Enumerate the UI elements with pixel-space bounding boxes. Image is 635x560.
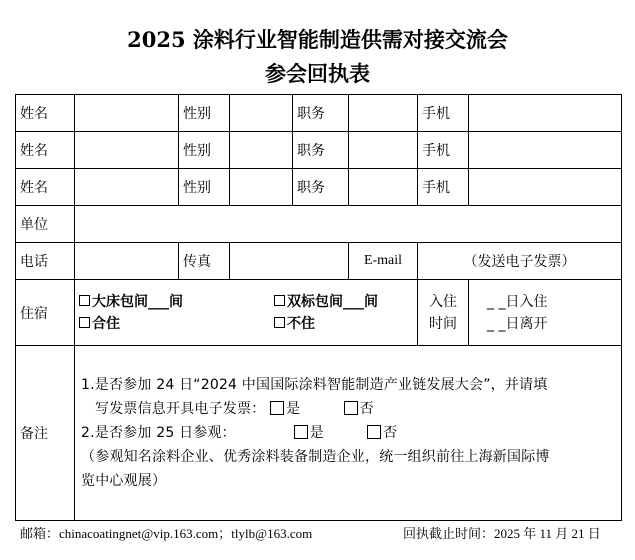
mobile-label: 手机 — [418, 95, 469, 132]
checkbox-icon[interactable] — [294, 425, 308, 439]
attendee-row — [16, 95, 622, 132]
name-label: 姓名 — [16, 95, 75, 132]
gender-label: 性别 — [179, 132, 230, 169]
fax-field[interactable] — [230, 243, 349, 280]
gender-field[interactable] — [230, 169, 293, 206]
lodging-label: 住宿 — [16, 280, 75, 346]
mobile-label: 手机 — [418, 132, 469, 169]
checkbox-icon[interactable] — [270, 401, 284, 415]
position-field[interactable] — [349, 169, 418, 206]
gender-label: 性别 — [179, 169, 230, 206]
name-field[interactable] — [75, 95, 179, 132]
attendee-row — [16, 132, 622, 169]
question-1-answer — [81, 397, 617, 421]
question-2-text: 2.是否参加 25 日参观： — [81, 425, 236, 441]
q1-no-option[interactable]: 否 — [344, 401, 374, 417]
email-label: E-mail — [349, 243, 418, 280]
checkin-day-field[interactable]: _ _日入住 — [487, 293, 548, 310]
lodging-king-option[interactable]: 大床包间___间 — [79, 294, 183, 310]
mobile-field[interactable] — [469, 95, 622, 132]
remarks-content — [75, 346, 622, 521]
contact-row — [16, 243, 622, 280]
reply-deadline: 回执截止时间：2025 年 11 月 21 日 — [403, 526, 601, 541]
mobile-label: 手机 — [418, 169, 469, 206]
gender-label: 性别 — [179, 95, 230, 132]
form-subtitle: 参会回执表 — [265, 61, 370, 86]
lodging-shared-option[interactable]: 合住 — [79, 316, 120, 332]
attendee-row — [16, 169, 622, 206]
q2-yes-option[interactable]: 是 — [294, 425, 324, 441]
name-field[interactable] — [75, 132, 179, 169]
lodging-none-option[interactable]: 不住 — [274, 316, 315, 332]
position-label: 职务 — [293, 95, 349, 132]
name-label: 姓名 — [16, 169, 75, 206]
q2-no-option[interactable]: 否 — [367, 425, 397, 441]
visit-note-cont: 览中心观展） — [81, 473, 167, 489]
lodging-options — [75, 280, 418, 346]
mobile-field[interactable] — [469, 132, 622, 169]
question-2 — [81, 421, 617, 445]
lodging-row — [16, 280, 622, 346]
question-1-text-cont: 写发票信息开具电子发票： — [95, 401, 266, 417]
remarks-label: 备注 — [16, 346, 75, 521]
registration-form-table — [15, 94, 622, 521]
checkbox-icon[interactable] — [344, 401, 358, 415]
question-1-text: 1.是否参加 24 日“2024 中国国际涂料智能制造产业链发展大会”，并请填 — [81, 377, 548, 393]
checkout-day-field[interactable]: _ _日离开 — [487, 315, 548, 332]
mobile-field[interactable] — [469, 169, 622, 206]
position-label: 职务 — [293, 169, 349, 206]
visit-note: （参观知名涂料企业、优秀涂料装备制造企业，统一组织前往上海新国际博 — [81, 449, 550, 465]
gender-field[interactable] — [230, 95, 293, 132]
lodging-twin-option[interactable]: 双标包间___间 — [274, 294, 378, 310]
checkin-dates — [469, 280, 622, 346]
position-label: 职务 — [293, 132, 349, 169]
company-label: 单位 — [16, 206, 75, 243]
q1-yes-option[interactable]: 是 — [270, 401, 300, 417]
position-field[interactable] — [349, 95, 418, 132]
checkbox-icon[interactable] — [79, 317, 90, 328]
phone-label: 电话 — [16, 243, 75, 280]
name-label: 姓名 — [16, 132, 75, 169]
form-title: 2025 涂料行业智能制造供需对接交流会 — [127, 27, 508, 52]
name-field[interactable] — [75, 169, 179, 206]
phone-field[interactable] — [75, 243, 179, 280]
remarks-row — [16, 346, 622, 521]
checkbox-icon[interactable] — [274, 317, 285, 328]
email-invoice-field[interactable]: （发送电子发票） — [418, 243, 622, 280]
contact-email: 邮箱：chinacoatingnet@vip.163.com；tlylb@163.com — [20, 526, 313, 541]
position-field[interactable] — [349, 132, 418, 169]
company-field[interactable] — [75, 206, 622, 243]
checkbox-icon[interactable] — [274, 295, 285, 306]
fax-label: 传真 — [179, 243, 230, 280]
checkbox-icon[interactable] — [367, 425, 381, 439]
company-row — [16, 206, 622, 243]
gender-field[interactable] — [230, 132, 293, 169]
checkin-time-label: 入住 时间 — [418, 280, 469, 346]
checkbox-icon[interactable] — [79, 295, 90, 306]
